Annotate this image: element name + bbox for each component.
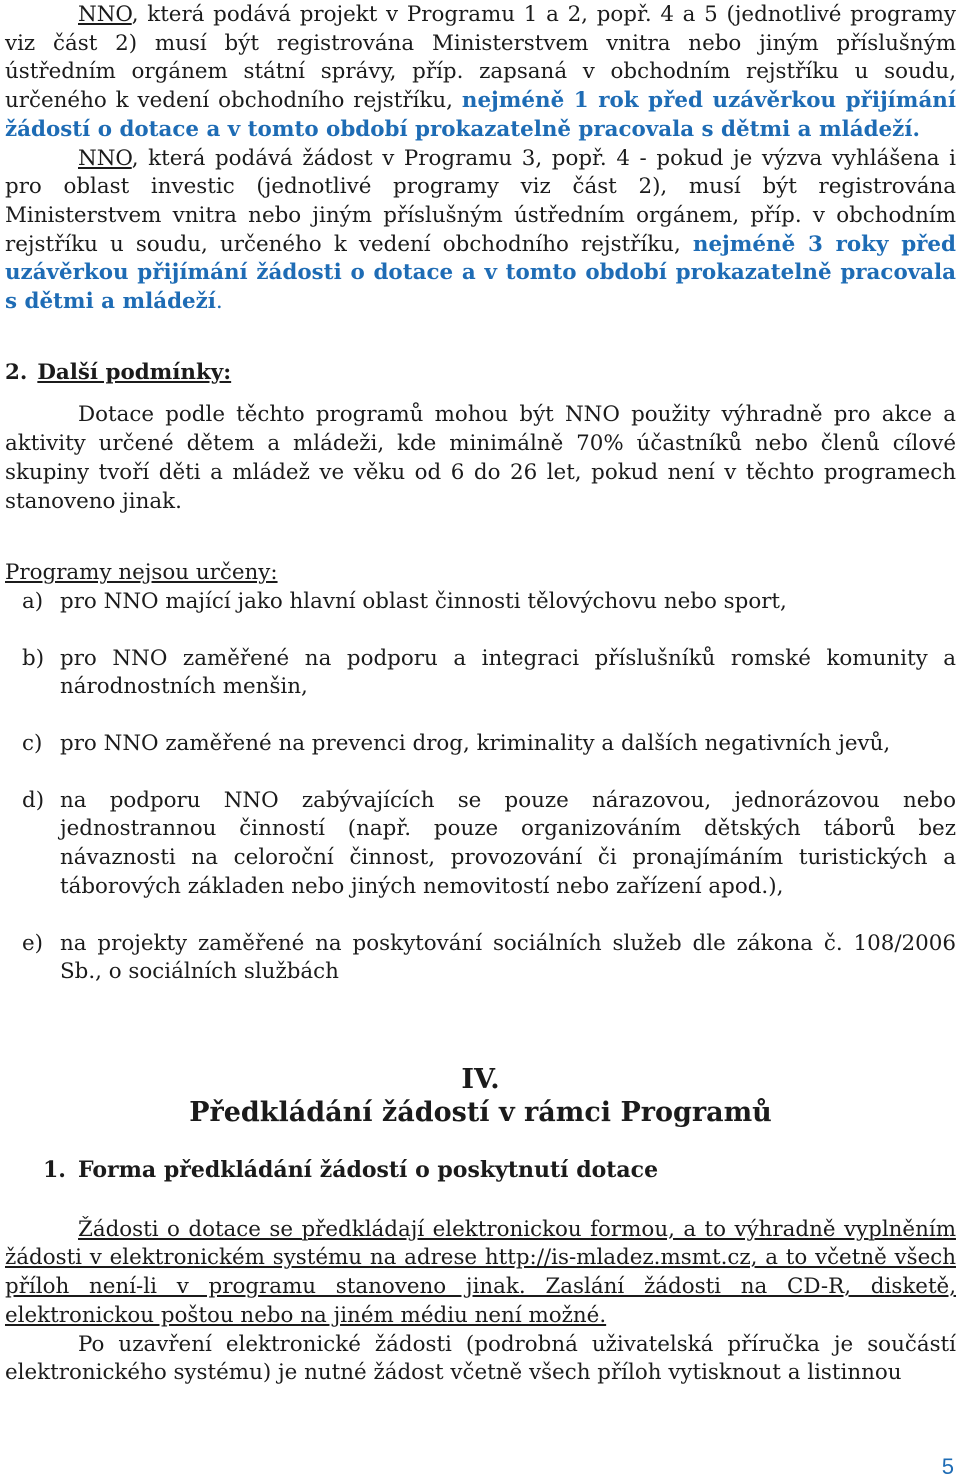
underlined-submission-rule: Žádosti o dotace se předkládají elektronickou formou, a to výhradně vyplněním žádosti v elektronickém systému na adrese http://is-mladez.msmt.cz, a to včetně všech příloh není-li v programu stanoveno jinak. Zaslání žádosti na CD-R, disketě, elektronickou poštou nebo na jiném médiu není možné. — [5, 1216, 956, 1328]
section-number: 2. — [5, 359, 28, 385]
programs-heading-text: Programy nejsou určeny: — [5, 560, 278, 586]
paragraph-period: . — [215, 289, 223, 315]
list-item-label: d) — [22, 787, 45, 813]
list-item-text: pro NNO zaměřené na podporu a integraci příslušníků romské komunity a národnostních menšin, — [60, 645, 956, 700]
chapter-number: IV. — [461, 1063, 500, 1095]
subsection-heading — [5, 1156, 956, 1185]
nno-abbreviation: NNO — [78, 2, 132, 27]
highlighted-requirement: nejméně 3 roky před uzávěrkou přijímání žádosti o dotace a v tomto období prokazatelně pracovala s dětmi a mládeží — [5, 231, 956, 315]
chapter-title: Předkládání žádostí v rámci Programů — [189, 1096, 772, 1128]
list-item-text: pro NNO zaměřené na prevenci drog, kriminality a dalších negativních jevů, — [60, 731, 891, 757]
highlighted-requirement: nejméně 1 rok před uzávěrkou přijímání žádostí o dotace a v tomto období prokazatelně pracovala s dětmi a mládeží. — [5, 88, 956, 142]
list-item-label: e) — [22, 930, 44, 956]
paragraph-submission-form — [5, 1216, 956, 1331]
page-number: 5 — [941, 1454, 954, 1479]
list-item — [5, 645, 956, 702]
document-page — [5, 1, 956, 1388]
list-item — [5, 787, 956, 902]
list-item — [5, 730, 956, 759]
list-item-label: a) — [22, 588, 44, 614]
list-item-text: pro NNO mající jako hlavní oblast činnosti tělovýchovu nebo sport, — [60, 588, 787, 614]
paragraph-text: , která podává žádost v Programu 3, popř. 4 - pokud je výzva vyhlášena i pro oblast investic (jednotlivé programy viz část 2), musí být registrována Ministerstvem vnitra nebo jiným příslušným ústředním orgánem, příp. v obchodním rejstříku u soudu, určeného k vedení obchodního rejstříku, — [5, 145, 956, 257]
subsection-title: Forma předkládání žádostí o poskytnutí dotace — [77, 1156, 659, 1183]
paragraph-text: , která podává projekt v Programu 1 a 2, popř. 4 a 5 (jednotlivé programy viz část 2) musí být registrována Ministerstvem vnitra nebo jiným příslušným ústředním orgánem státní správy, příp. zapsaná v obchodním rejstříku u soudu, určeného k vedení obchodního rejstříku, — [5, 2, 956, 114]
section-title: Další podmínky: — [37, 359, 232, 385]
section-heading-dalsi-podminky — [5, 359, 956, 388]
programs-heading — [5, 559, 956, 588]
paragraph-eligibility-programs-1-2 — [5, 1, 956, 145]
paragraph-conditions: Dotace podle těchto programů mohou být NNO použity výhradně pro akce a aktivity určené dětem a mládeži, kde minimálně 70% účastníků nebo členů cílové skupiny tvoří děti a mládež ve věku od 6 do 26 let, pokud není v těchto programech stanoveno jinak. — [5, 402, 956, 514]
paragraph-print-application: Po uzavření elektronické žádosti (podrobná uživatelská příručka je součástí elektronického systému) je nutné žádost včetně všech příloh vytisknout a listinnou — [5, 1331, 956, 1386]
list-item — [5, 930, 956, 987]
list-item-label: b) — [22, 645, 45, 671]
list-item-text: na projekty zaměřené na poskytování sociálních služeb dle zákona č. 108/2006 Sb., o sociálních službách — [60, 930, 956, 985]
list-item — [5, 588, 956, 617]
subsection-number: 1. — [43, 1156, 66, 1183]
paragraph-eligibility-program-3 — [5, 145, 956, 317]
list-item-label: c) — [22, 731, 43, 757]
exclusion-list — [5, 588, 956, 987]
nno-abbreviation: NNO — [78, 145, 132, 171]
list-item-text: na podporu NNO zabývajících se pouze nárazovou, jednorázovou nebo jednostrannou činností (např. pouze organizováním dětských táborů bez návaznosti na celoroční činnost, provozování či pronajímáním turistických a táborových základen nebo jiných nemovitostí nebo zařízení apod.), — [60, 787, 956, 899]
